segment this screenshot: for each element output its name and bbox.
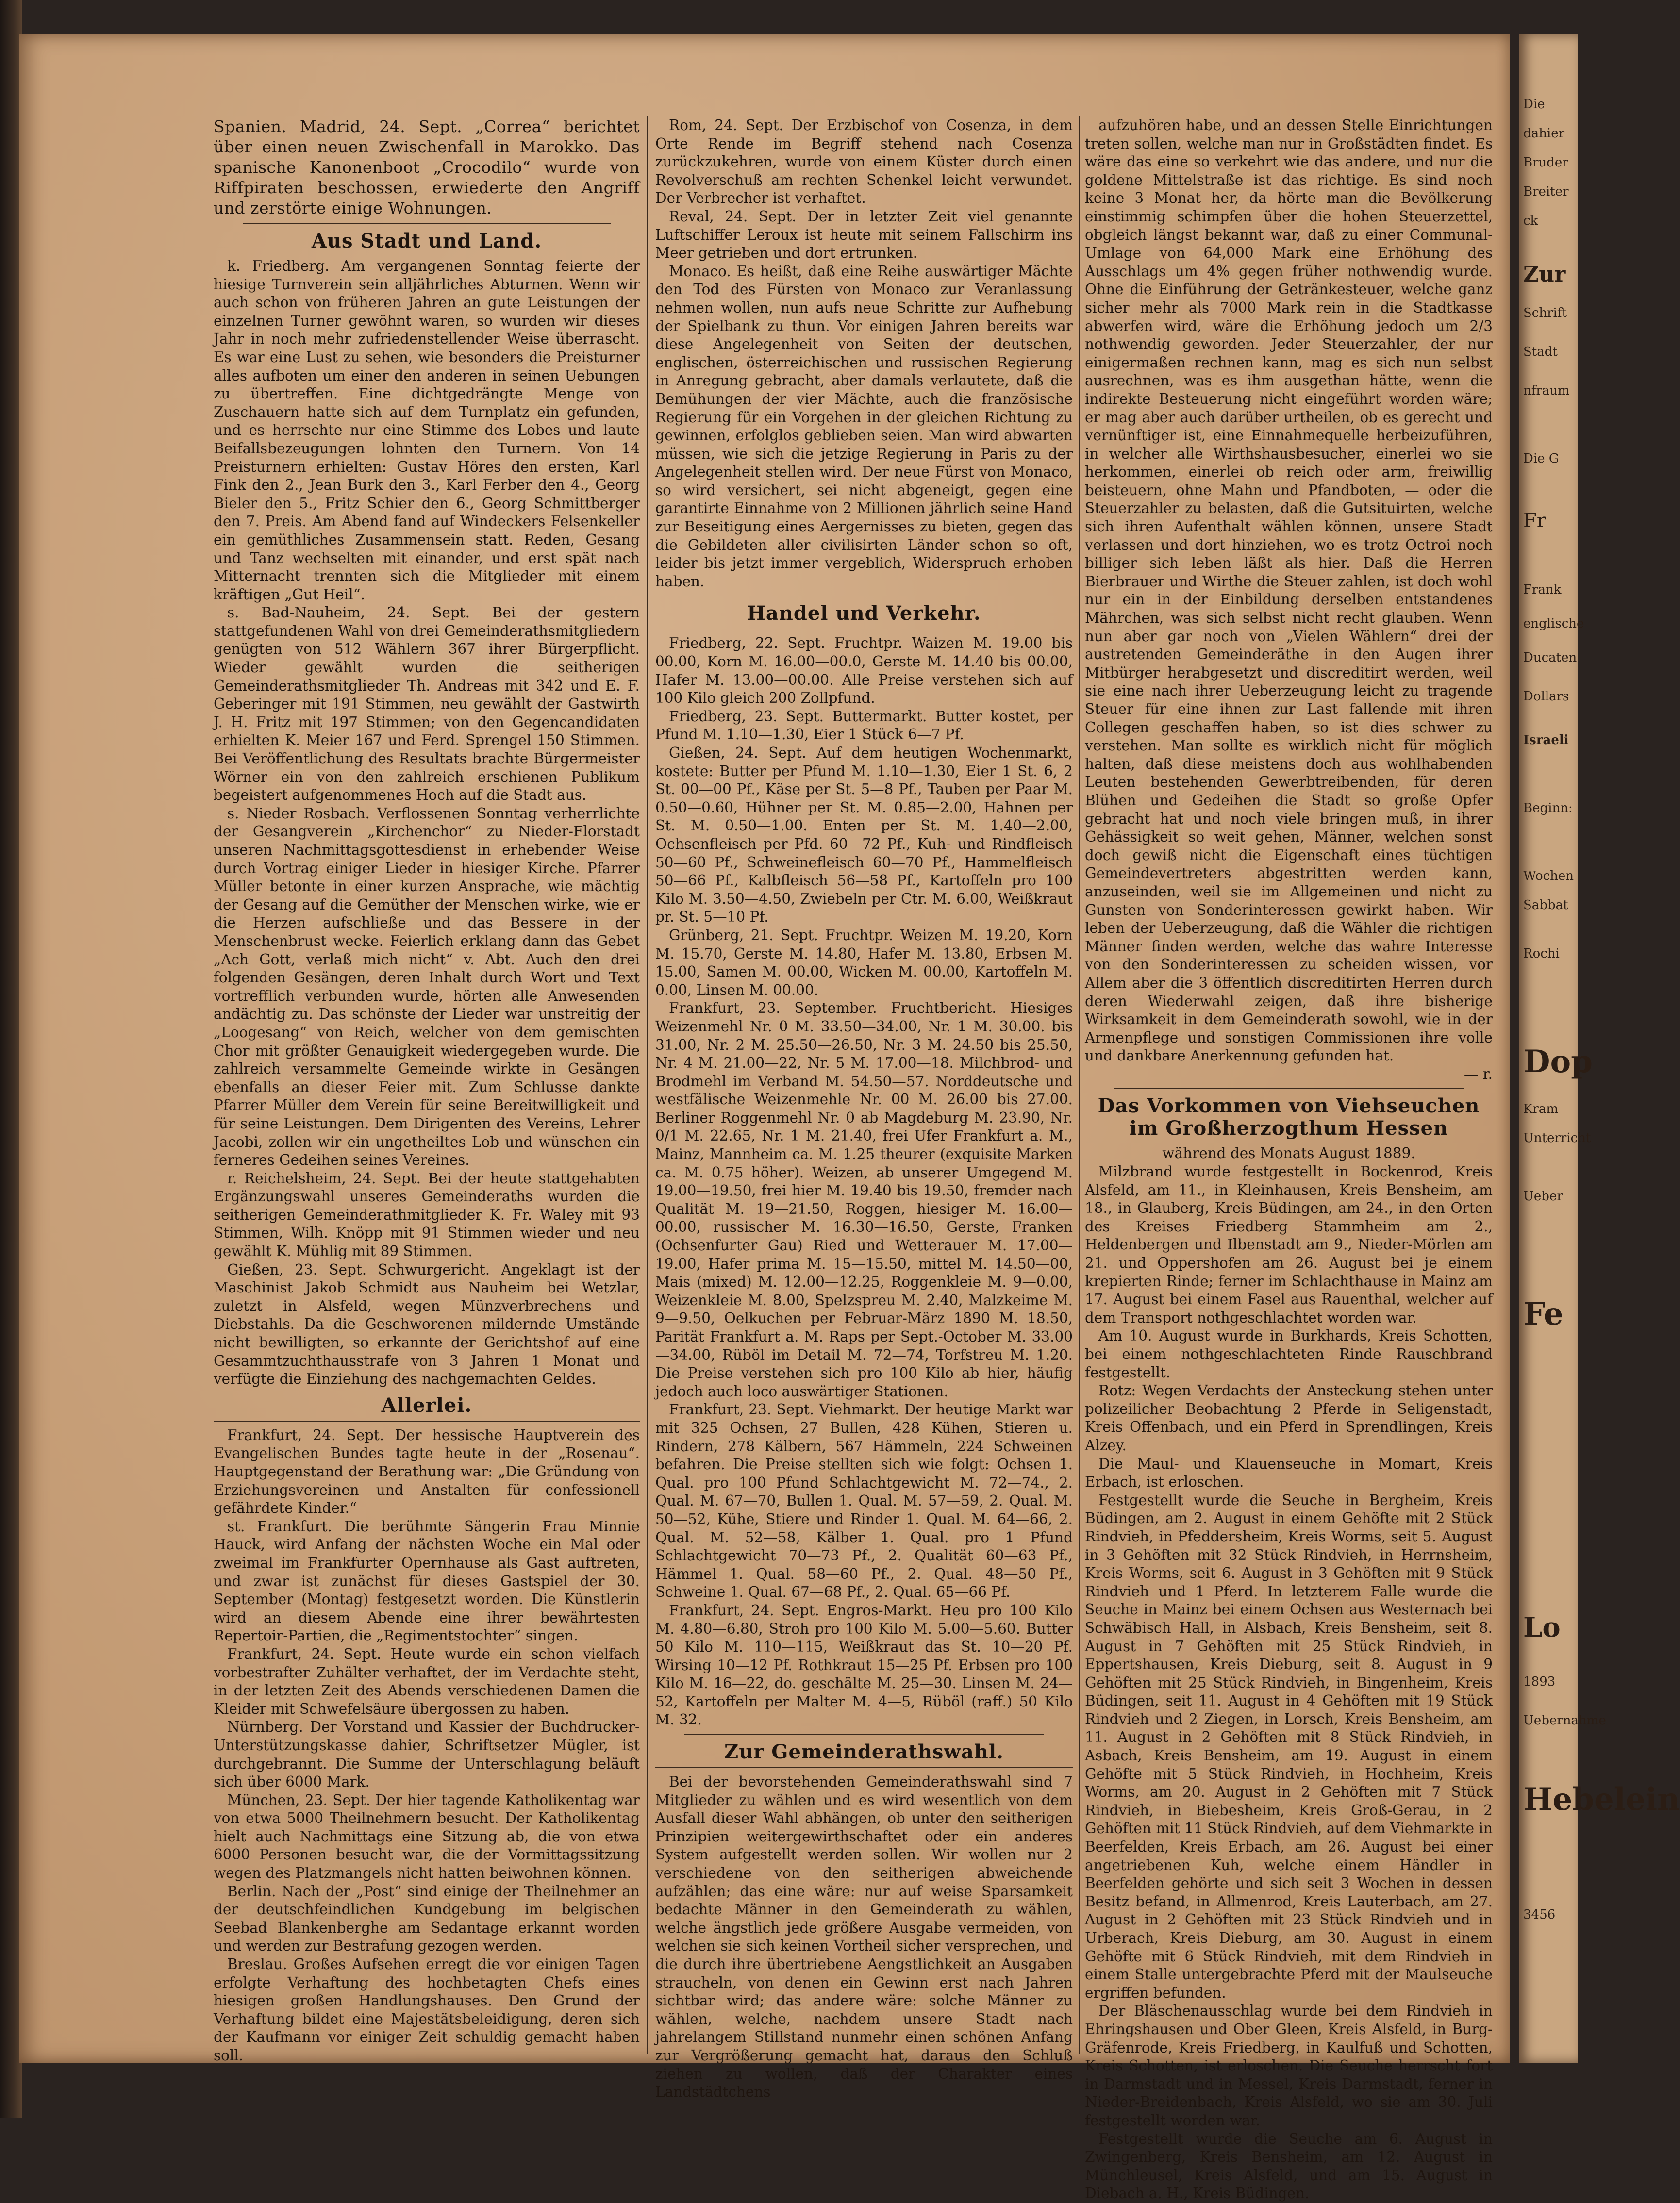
column-rule-2 (1079, 116, 1080, 2054)
fragment: ck (1523, 214, 1538, 228)
fragment: Stadt (1523, 345, 1558, 359)
section-heading-viehseuchen: Das Vorkommen von Viehseuchen im Großherzogthum Hessen (1098, 1094, 1480, 1140)
article-friedberg: k. Friedberg. Am vergangenen Sonntag feierte der hiesige Turnverein sein alljährliches Abturnen. Wenn wir auch schon von früheren Jahren an gute Leistungen der einzelnen Turner gewöhnt waren, so wurden wir dieses Jahr in noch mehr zufriedenstellender Weise überrascht. Es war eine Lust zu sehen, wie besonders die Preisturner alles aufboten um einer den anderen in seinen Uebungen zu übertreffen. Eine dichtgedrängte Menge von Zuschauern hatte sich auf dem Turnplatz ein gefunden, und es herrschte nur eine Stimme des Lobes und laute Beifallsbezeugungen lohnten den Turnern. Von 14 Preisturnern erhielten: Gustav Höres den ersten, Karl Fink den 2., Jean Burk den 3., Karl Ferber den 4., Georg Bieler den 5., Fritz Schier den 6., Georg Schmittberger den 7. Preis. Am Abend fand auf Windeckers Felsenkeller ein gemüthliches Zusammensein statt. Reden, Gesang und Tanz wechselten mit einander, und erst spät nach Mitternacht trennten sich die Mitglieder mit einem kräftigen „Gut Heil“. (214, 258, 640, 603)
section-heading-handel: Handel und Verkehr. (655, 602, 1073, 629)
fragment: dahier (1523, 126, 1565, 141)
article-frankfurt-hauck: st. Frankfurt. Die berühmte Sängerin Frau Minnie Hauck, wird Anfang der nächsten Woche ein Mal oder zweimal im Frankfurter Opernhause als Gast auftreten, und zwar ist zunächst für dieses Gastspiel der 30. September (Montag) festgesetzt worden. Die Künstlerin wird an diesem Abende eine ihrer bewährtesten Repertoir-Partien, die „Regimentstochter“ singen. (214, 1518, 640, 1644)
article-breslau: Breslau. Großes Aufsehen erregt die vor einigen Tagen erfolgte Verhaftung des hochbetagten Chefs eines hiesigen großen Handlungshauses. Den Grund der Verhaftung bildet eine Majestätsbeleidigung, deren sich der Kaufmann vor einiger Zeit schuldig gemacht haben soll. (214, 1956, 640, 2064)
fragment: Die (1523, 97, 1545, 112)
adjacent-page-edge (1519, 34, 1680, 2063)
fragment: Dollars (1523, 689, 1569, 704)
article-berlin: Berlin. Nach der „Post“ sind einige der Theilnehmer an der deutschfeindlichen Kundgebung im belgischen Seebad Blankenberghe am Sedantage erkannt worden und werden zur Bestrafung gezogen werden. (214, 1883, 640, 1955)
market-frankfurt-engros: Frankfurt, 24. Sept. Engros-Markt. Heu pro 100 Kilo M. 4.80—6.80, Stroh pro 100 Kilo M. 5.00—5.60. Butter 50 Kilo M. 110—115, Weißkraut das St. 10—20 Pf. Wirsing 10—12 Pf. Rothkraut 15—25 Pf. Erbsen pro 100 Kilo M. 16—22, do. geschälte M. 25—30. Linsen M. 24—52, Kartoffeln per Malter M. 4—5, Rüböl (raff.) 50 Kilo M. 32. (655, 1602, 1073, 1728)
article-reval: Reval, 24. Sept. Der in letzter Zeit viel genannte Luftschiffer Leroux ist heute mit seinem Fallschirm ins Meer getrieben und dort ertrunken. (655, 208, 1073, 262)
section-divider (684, 1734, 1044, 1735)
fragment: Uebernahme (1523, 1713, 1606, 1728)
article-nieder-rosbach: s. Nieder Rosbach. Verflossenen Sonntag verherrlichte der Gesangverein „Kirchenchor“ zu Nieder-Florstadt unseren Nachmittagsgottesdienst in erhebender Weise durch Vortrag einiger Lieder in hiesiger Kirche. Pfarrer Müller betonte in einer kurzen Ansprache, wie mächtig der Gesang auf die Gemüther der Menschen wirke, wie er die Herzen aufschließe und das Bessere in der Menschenbrust wecke. Feierlich erklang dann das Gebet „Ach Gott, verlaß mich nicht“ v. Abt. Auch den drei folgenden Gesängen, deren Inhalt durch Wort und Text vortrefflich verbunden wurde, hörten alle Anwesenden andächtig zu. Das schönste der Lieder war unstreitig der „Loogesang“ von Reich, welcher von dem gemischten Chor mit größter Genauigkeit wiedergegeben wurde. Die zahlreich versammelte Gemeinde wirkte in Gesängen ebenfalls an dieser Feier mit. Zum Schlusse dankte Pfarrer Müller dem Verein für seine Bereitwilligkeit und für seine Leistungen. Dem Dirigenten des Vereins, Lehrer Jacobi, zollen wir ein ungetheiltes Lob und wünschen ein ferneres Gedeihen seines Vereines. (214, 805, 640, 1169)
fragment: Hebelein (1523, 1781, 1680, 1818)
article-gemeinderathswahl-cont: aufzuhören habe, und an dessen Stelle Einrichtungen treten sollen, welche man nur in Großstädten findet. Es wäre das eine so verkehrt wie das andere, und nur die goldene Mittelstraße ist das richtige. Es sind noch keine 3 Monat her, da hörte man die Bevölkerung einstimmig schimpfen über die hohen Steuerzettel, obgleich längst bekannt war, daß zu einer Communal-Umlage von 64,000 Mark eine Erhöhung des Ausschlags um 4% gegen früher nothwendig wurde. Ohne die Einführung der Getränkesteuer, welche ganz sicher mehr als 7000 Mark rein in die Stadtkasse abwerfen wird, wäre die Erhöhung jedoch um 2/3 nothwendig geworden. Jeder Steuerzahler, der nur einigermaßen rechnen kann, mag es sich nun selbst ausrechnen, was es ihm ausgethan hätte, wenn die indirekte Besteuerung nicht eingeführt worden wäre; er mag aber auch darüber urtheilen, ob es gerecht und vernünftiger ist, eine Einnahmequelle herbeizuführen, in welcher alle Wirthshausbesucher, einerlei wo sie herkommen, einerlei ob reich oder arm, freiwillig beisteuern, ohne Mahn und Pfandboten, — oder die Steuerzahler zu belasten, daß die Gutsituirten, welche sich ihren Aufenthalt wählen können, unsere Stadt verlassen und dort hinziehen, wo es trotz Octroi noch billiger sich leben läßt als hier. Daß die Herren Bierbrauer und Wirthe die Steuer zahlen, ist doch wohl nur ein in der Einbildung derselben entstandenes Mährchen, was sich selbst nicht recht glauben. Wenn nun aber gar noch von „Vielen Wählern“ drei der austretenden Gemeinderäthe in den Augen ihrer Mitbürger herabgesetzt und discreditirt werden, weil sie eine nach ihrer Ueberzeugung leicht zu tragende Steuer für eine ihnen zur Last fallende mit ihren Collegen geschaffen haben, so ist dies schwer zu verstehen. Man sollte es wirklich nicht für möglich halten, daß diese meistens doch aus wohlhabenden Leuten bestehenden Gewerbtreibenden, für deren Blühen und Gedeihen die Stadt so große Opfer gebracht hat und noch viele bringen muß, in ihrer Gehässigkeit so weit gehen, Männer, welchen sonst doch gewiß nicht die Eigenschaft eines tüchtigen Gemeindevertreters abgestritten werden kann, anzuseinden, weil sie im Allgemeinen und nicht zu Gunsten von Sonderinteressen gewirkt haben. Wir leben der Ueberzeugung, daß die Wähler die richtigen Männer finden werden, welche das wahre Interesse von den Sonderinteressen zu scheiden wissen, vor Allem aber die 3 öffentlich discreditirten Herren durch deren Wiederwahl zeigen, daß ihre bisherige Wirksamkeit in dem Gemeinderath sowohl, wie in der Armenpflege und sonstigen Commissionen ihre volle und dankbare Anerkennung gefunden hat. (1085, 117, 1493, 1064)
section-heading-allerlei: Allerlei. (214, 1394, 640, 1422)
fragment: Die G (1523, 451, 1559, 466)
market-frankfurt-vieh: Frankfurt, 23. Sept. Viehmarkt. Der heutige Markt war mit 325 Ochsen, 27 Bullen, 428 Kühen, Stieren u. Rindern, 278 Kälbern, 567 Hämmeln, 224 Schweinen befahren. Die Preise stellten sich wie folgt: Ochsen 1. Qual. pro 100 Pfund Schlachtgewicht M. 72—74., 2. Qual. M. 67—70, Bullen 1. Qual. M. 57—59, 2. Qual. M. 50—52, Kühe, Stiere und Rinder 1. Qual. M. 64—66, 2. Qual. M. 52—58, Kälber 1. Qual. pro 1 Pfund Schlachtgewicht 70—73 Pf., 2. Qualität 60—63 Pf., Hämmel 1. Qual. 58—60 Pf., 2. Qual. 48—50 Pf., Schweine 1. Qual. 67—68 Pf., 2. Qual. 65—66 Pf. (655, 1401, 1073, 1601)
article-spanien: Spanien. Madrid, 24. Sept. „Correa“ berichtet über einen neuen Zwischenfall in Marokko. Das spanische Kanonenboot „Crocodilo“ wurde von Riffpiraten beschossen, erwiederte den Angriff und zerstörte einige Wohnungen. (214, 117, 640, 217)
market-frankfurt-frucht: Frankfurt, 23. September. Fruchtbericht. Hiesiges Weizenmehl Nr. 0 M. 33.50—34.00, Nr. 1 M. 30.00. bis 31.00, Nr. 2 M. 25.50—26.50, Nr. 3 M. 24.50 bis 25.50, Nr. 4 M. 21.00—22, Nr. 5 M. 17.00—18. Milchbrod- und Brodmehl im Verband M. 54.50—57. Norddeutsche und westfälische Weizenmehle Nr. 00 M. 26.00 bis 27.00. Berliner Roggenmehl Nr. 0 ab Magdeburg M. 23.90, Nr. 0/1 M. 22.65, Nr. 1 M. 21.40, frei Ufer Frankfurt a. M., Mainz, Mannheim ca. M. 1.25 theurer (exquisite Marken ca. M. 0.75 höher). Weizen, ab unserer Umgegend M. 19.00—19.50, frei hier M. 19.40 bis 19.50, fremder nach Qualität M. 19—21.50, Roggen, hiesiger M. 16.00—00.00, russischer M. 16.30—16.50, Gerste, Franken (Ochsenfurter Gau) Ried und Wetterauer M. 17.00—19.00, Hafer prima M. 15—15.50, mittel M. 14.50—00, Mais (mixed) M. 12.00—12.25, Roggenkleie M. 9—0.00, Weizenkleie M. 8.00, Spelzspreu M. 2.40, Malzkeime M. 9—9.50, Oelkuchen per Februar-März 1890 M. 18.50, Parität Frankfurt a. M. Raps per Sept.-October M. 33.00—34.00, Rüböl im Detail M. 72—74, Torfstreu M. 1.20. Die Preise verstehen sich pro 100 Kilo ab hier, häufig jedoch auch loco auswärtiger Stationen. (655, 1000, 1073, 1400)
article-monaco: Monaco. Es heißt, daß eine Reihe auswärtiger Mächte den Tod des Fürsten von Monaco zur Veranlassung nehmen wollen, nun aufs neue Schritte zur Aufhebung der Spielbank zu thun. Vor einigen Jahren bereits war diese Angelegenheit von Seiten der deutschen, englischen, österreichischen und russischen Regierung in Anregung gebracht, aber damals verlautete, daß die Bemühungen der vier Mächte, auch die französische Regierung für ein Vorgehen in der gleichen Richtung zu gewinnen, erfolglos geblieben seien. Man wird abwarten müssen, wie sich die jetzige Regierung in Paris zu der Angelegenheit stellen wird. Der neue Fürst von Monaco, so wird versichert, sei nicht abgeneigt, gegen eine garantirte Einnahme von 2 Millionen jährlich seine Hand zur Beseitigung eines Aergernisses zu bieten, gegen das die Gebildeten aller civilisirten Länder schon so oft, leider bis jetzt immer vergeblich, Widerspruch erhoben haben. (655, 263, 1073, 590)
fragment: Fe (1523, 1296, 1564, 1332)
fragment: Lo (1523, 1611, 1561, 1643)
market-friedberg-butter: Friedberg, 23. Sept. Buttermarkt. Butter kostet, per Pfund M. 1.10—1.30, Eier 1 Stück 6—7 Pf. (655, 708, 1073, 743)
section-divider (1114, 1088, 1464, 1089)
report-maulseuche-erloschen: Die Maul- und Klauenseuche in Momart, Kreis Erbach, ist erloschen. (1085, 1455, 1493, 1491)
report-rauschbrand: Am 10. August wurde in Burkhards, Kreis Schotten, bei einem nothgeschlachteten Rinde Rauschbrand festgestellt. (1085, 1327, 1493, 1381)
fragment: Sabbat (1523, 898, 1568, 912)
section-heading-stadt-und-land: Aus Stadt und Land. (311, 230, 542, 252)
fragment: Wochen (1523, 869, 1574, 883)
fragment: Schrift (1523, 306, 1567, 320)
fragment: englische (1523, 616, 1584, 631)
fragment: Beginn: (1523, 801, 1573, 815)
report-seuche-august: Festgestellt wurde die Seuche am 6. August in Zwingenberg, Kreis Bensheim, am 12. August in Münchleusel, Kreis Alsfeld, und am 15. August in Diebach a. H., Kreis Büdingen. (1085, 2130, 1493, 2202)
fragment: Rochi (1523, 946, 1560, 961)
section-subheading-viehseuchen: während des Monats August 1889. (1162, 1145, 1415, 1162)
report-rotz: Rotz: Wegen Verdachts der Ansteckung stehen unter polizeilicher Beobachtung 2 Pferde in Seligenstadt, Kreis Offenbach, und ein Pferd in Sprendlingen, Kreis Alzey. (1085, 1382, 1493, 1454)
article-bad-nauheim: s. Bad-Nauheim, 24. Sept. Bei der gestern stattgefundenen Wahl von drei Gemeinderathsmitgliedern genügten von 512 Wählern 367 ihrer Bürgerpflicht. Wieder gewählt wurden die seitherigen Gemeinderathsmitglieder Th. Andreas mit 342 und E. F. Geberinger mit 191 Stimmen, neu gewählt der Gastwirth J. H. Fritz mit 197 Stimmen; von den Gegencandidaten erhielten K. Meier 167 und Ferd. Sprengel 150 Stimmen. Bei Veröffentlichung des Resultats brachte Bürgermeister Wörner ein von den zahlreich erschienen Publikum begeistert aufgenommenes Hoch auf die Stadt aus. (214, 604, 640, 804)
market-gruenberg: Grünberg, 21. Sept. Fruchtpr. Weizen M. 19.20, Korn M. 15.70, Gerste M. 14.80, Hafer M. 13.80, Erbsen M. 15.00, Samen M. 00.00, Wicken M. 00.00, Kartoffeln M. 0.00, Linsen M. 00.00. (655, 927, 1073, 998)
article-muenchen: München, 23. Sept. Der hier tagende Katholikentag war von etwa 5000 Theilnehmern besucht. Der Katholikentag hielt auch Nachmittags eine Sitzung ab, die von etwa 6000 Personen besucht war, die der Vormittagssitzung wegen des Platzmangels nicht hatten beiwohnen können. (214, 1791, 640, 1882)
fragment: Dop (1523, 1044, 1593, 1080)
article-reichelsheim: r. Reichelsheim, 24. Sept. Bei der heute stattgehabten Ergänzungswahl unseres Gemeinderaths wurden die seitherigen Gemeinderathmitglieder K. Fr. Waley mit 93 Stimmen, Wilh. Knöpp mit 91 Stimmen wieder und neu gewählt K. Mühlig mit 89 Stimmen. (214, 1170, 640, 1260)
fragment: Frank (1523, 582, 1562, 597)
column-right (1085, 116, 1493, 2202)
fragment: Fr (1523, 510, 1546, 532)
fragment: nfraum (1523, 383, 1570, 398)
column-rule-1 (647, 116, 648, 2054)
fragment: 3456 (1523, 1907, 1556, 1922)
report-blaeschenausschlag: Der Bläschenausschlag wurde bei dem Rindvieh in Ehringshausen und Ober Gleen, Kreis Alsfeld, in Burg-Gräfenrode, Kreis Friedberg, in Kaulfuß und Schotten, Kreis Schotten, ist erloschen. Die Seuche herrscht fort in Darmstadt und in Messel, Kreis Darmstadt, ferner in Nieder-Breidenbach, Kreis Alsfeld, wo sie am 30. Juli festgestellt worden war. (1085, 2003, 1493, 2129)
section-heading-gemeinderathswahl: Zur Gemeinderathswahl. (655, 1741, 1073, 1768)
author-signature: — r. (1464, 1065, 1493, 1082)
article-frankfurt-zuhaelter: Frankfurt, 24. Sept. Heute wurde ein schon vielfach vorbestrafter Zuhälter verhaftet, der im Verdachte steht, in der letzten Zeit des Abends verschiedenen Damen die Kleider mit Schwefelsäure übergossen zu haben. (214, 1645, 640, 1717)
fragment: 1893 (1523, 1674, 1556, 1689)
article-giessen: Gießen, 23. Sept. Schwurgericht. Angeklagt ist der Maschinist Jakob Schmidt aus Nauheim bei Wetzlar, zuletzt in Alsfeld, wegen Münzverbrechens und Diebstahls. Da die Geschworenen mildernde Umstände nicht bewilligten, so erkannte der Gerichtshof auf eine Gesammtzuchthausstrafe von 3 Jahren 1 Monat und verfügte die Einziehung des nachgemachten Geldes. (214, 1261, 640, 1388)
article-gemeinderathswahl: Bei der bevorstehenden Gemeinderathswahl sind 7 Mitglieder zu wählen und es wird wesentlich von dem Ausfall dieser Wahl abhängen, ob unter den seitherigen Prinzipien weitergewirthschaftet oder ein anderes System aufgestellt werden sollen. Wir wollen nur 2 verschiedene von den seitherigen abweichende aufzählen; das eine wäre: nur auf weise Sparsamkeit bedachte Männer in den Gemeinderath zu wählen, welche ängstlich jede größere Ausgabe vermeiden, von welchen sie sich keinen Vortheil sicher versprechen, und die durch ihre übertriebene Aengstlichkeit an Ausgaben straucheln, von denen ein Gewinn erst nach Jahren sichtbar wird; das andere wäre: solche Männer zu wählen, welche, nachdem unsere Stadt nach jahrelangem Stillstand nunmehr einen schönen Anfang zur Vergrößerung gemacht hat, daraus den Schluß ziehen zu wollen, daß der Charakter eines Landstädtchens (655, 1773, 1073, 2101)
fragment: Breiter (1523, 184, 1569, 199)
report-maulseuche-festgestellt: Festgestellt wurde die Seuche in Bergheim, Kreis Büdingen, am 2. August in einem Gehöfte mit 2 Stück Rindvieh, in Pfeddersheim, Kreis Worms, seit 5. August in 3 Gehöften mit 32 Stück Rindvieh, in Herrnsheim, Kreis Worms, seit 6. August in 3 Gehöften mit 9 Stück Rindvieh und 1 Pferd. In letzterem Falle wurde die Seuche in Mainz bei einem Ochsen aus Westernach bei Schwäbisch Hall, in Alsbach, Kreis Bensheim, seit 8. August in 7 Gehöften mit 25 Stück Rindvieh, in Eppertshausen, Kreis Dieburg, seit 8. August in 9 Gehöften mit 25 Stück Rindvieh, in Bingenheim, Kreis Büdingen, seit 11. August in 4 Gehöften mit 19 Stück Rindvieh und 2 Ziegen, in Lorsch, Kreis Bensheim, am 11. August in 2 Gehöften mit 8 Stück Rindvieh, in Asbach, Kreis Bensheim, am 19. August in einem Gehöfte mit 5 Stück Rindvieh, in Hochheim, Kreis Worms, am 20. August in 2 Gehöften mit 7 Stück Rindvieh, in Biebesheim, Kreis Groß-Gerau, in 2 Gehöften mit 11 Stück Rindvieh, auf dem Viehmarkte in Beerfelden, Kreis Erbach, am 26. August bei einer angetriebenen Kuh, welche einem Händler in Beerfelden gehörte und sich seit 3 Wochen in dessen Besitz befand, in Allmenrod, Kreis Lauterbach, am 27. August in 2 Gehöften mit 23 Stück Rindvieh und in Urberach, Kreis Dieburg, am 30. August in einem Gehöfte mit 6 Stück Rindvieh, mit dem Rindvieh in einem Stalle untergebrachte Pferd mit der Maulseuche ergriffen befunden. (1085, 1491, 1493, 2001)
fragment: Unterricht (1523, 1131, 1591, 1145)
article-rom: Rom, 24. Sept. Der Erzbischof von Cosenza, in dem Orte Rende im Begriff stehend nach Cosenza zurückzukehren, wurde von einem Küster durch einen Revolverschuß am rechten Schenkel leicht verwundet. Der Verbrecher ist verhaftet. (655, 117, 1073, 207)
fragment: Bruder (1523, 155, 1568, 170)
column-middle (655, 116, 1073, 2101)
fragment: Zur (1523, 262, 1566, 287)
article-frankfurt-bund: Frankfurt, 24. Sept. Der hessische Hauptverein des Evangelischen Bundes tagte heute in der „Rosenau“. Hauptgegenstand der Berathung war: „Die Gründung von Erziehungsvereinen und Anstalten für confessionell gefährdete Kinder.“ (214, 1426, 640, 1517)
fragment: Ducaten (1523, 650, 1577, 665)
section-divider (243, 223, 611, 224)
market-friedberg-frucht: Friedberg, 22. Sept. Fruchtpr. Waizen M. 19.00 bis 00.00, Korn M. 16.00—00.0, Gerste M. 14.40 bis 00.00, Hafer M. 13.00—00.00. Alle Preise verstehen sich auf 100 Kilo gleich 200 Zollpfund. (655, 635, 1073, 707)
article-nuernberg: Nürnberg. Der Vorstand und Kassier der Buchdrucker-Unterstützungskasse dahier, Schriftsetzer Mügler, ist durchgebrannt. Die Summe der Unterschlagung beläuft sich über 6000 Mark. (214, 1719, 640, 1790)
report-milzbrand: Milzbrand wurde festgestellt in Bockenrod, Kreis Alsfeld, am 11., in Kleinhausen, Kreis Bensheim, am 18., in Glauberg, Kreis Büdingen, am 24., in den Orten des Kreises Friedberg Stammheim am 2., Heldenbergen und Ilbenstadt am 9., Nieder-Mörlen am 21. und Oppershofen am 26. August bei je einem krepierten Rinde; ferner im Schlachthause in Mainz am 17. August bei einem Fasel aus Rauenthal, welcher auf dem Transport nothgeschlachtet worden war. (1085, 1163, 1493, 1326)
fragment: Ueber (1523, 1189, 1563, 1204)
market-giessen-wochenmarkt: Gießen, 24. Sept. Auf dem heutigen Wochenmarkt, kostete: Butter per Pfund M. 1.10—1.30, Eier 1 St. 6, 2 St. 00—00 Pf., Käse per St. 5—8 Pf., Tauben per Paar M. 0.50—0.60, Hühner per St. M. 0.85—2.00, Hahnen per St. M. 0.50—1.00. Enten per St. M. 1.40—2.00, Ochsenfleisch per Pfd. 60—72 Pf., Kuh- und Rindfleisch 50—60 Pf., Schweinefleisch 60—70 Pf., Hammelfleisch 50—66 Pf., Kalbfleisch 56—58 Pf., Kartoffeln pro 100 Kilo M. 3.50—4.50, Zwiebeln per Ctr. M. 6.00, Weißkraut pr. St. 5—10 Pf. (655, 745, 1073, 926)
fragment: Kram (1523, 1102, 1559, 1116)
column-left (214, 116, 640, 2064)
fragment: Israeli (1523, 733, 1569, 747)
